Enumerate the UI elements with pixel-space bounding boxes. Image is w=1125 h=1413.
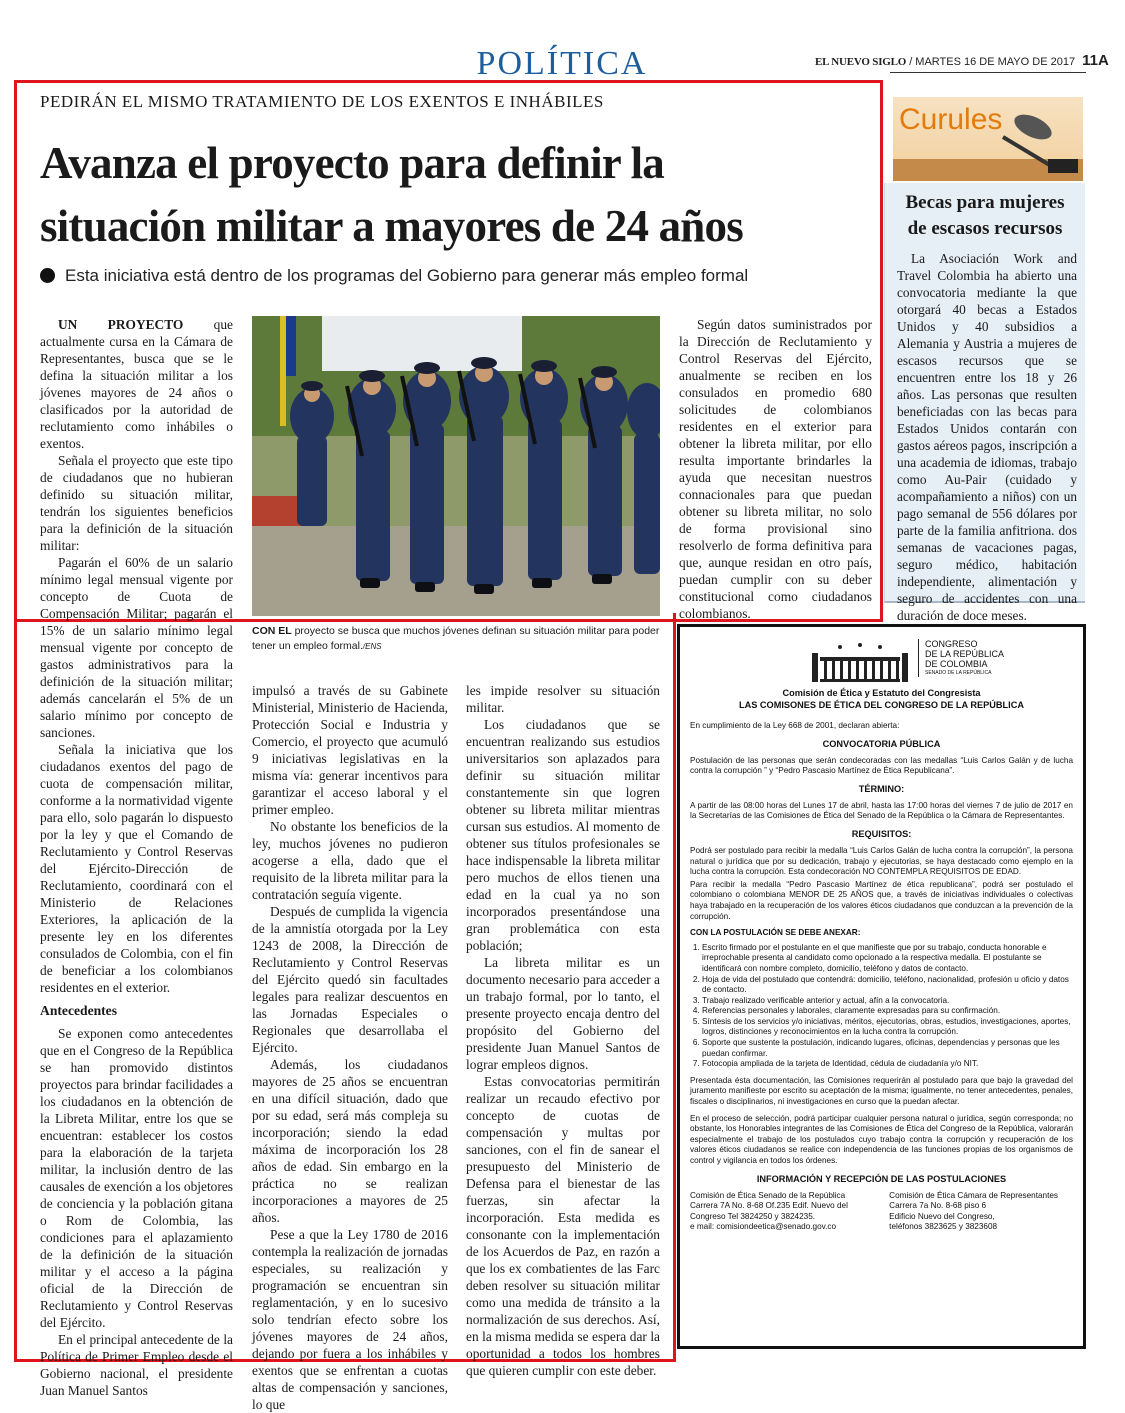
col4-p1: Según datos suministrados por la Dirección de Reclutamiento y Control Reservas del Ejército, anualmente se reciben en los consulados en promedio 680 solicitudes de colombianos residentes en el exterior para obtener la libreta militar, por ello resulta importante brindarles la ayuda que necesitan nuestros connacionales para que puedan obtener su libreta militar, no solo de forma provisional sino resolverlo de forma definitiva para que, aunque residan en otro país, puedan cumplir con su deber constitucional como ciudadanos colombianos. — [679, 317, 872, 621]
col1-p3: Pagarán el 60% de un salario mínimo legal mensual vigente por concepto de Cuota de Compensación Militar; pagarán el 15% de un salario mínimo legal mensual vigente por concepto de gastos administrativos para la definición de la situación militar; además cancelarán el 5% de un salario mínimo por concepto de sanciones. — [40, 555, 233, 740]
col3-p4: Estas convocatorias permitirán realizar un recaudo efectivo por concepto de cuotas de compensación y multas por sanciones, con el fin de sanear el presupuesto del Ministerio de Defensa para el bienestar de las fuerzas, sin afectar la incorporación. Esta medida es consonante con la implementación de los Acuerdos de Paz, en razón a que los ex combatientes de las Farc deben resolver su situación militar como una medida de tránsito a la normalización de sus derechos. Así, en la misma medida se espera dar la oportunidad a todos los hombres que quieren cumplir con este deber. — [466, 1074, 660, 1378]
list-item: 6. Soporte que sustente la postulación, indicando lugares, oficinas, dependencias y personas que les puedan confirmar. — [702, 1038, 1073, 1059]
ad-info: INFORMACIÓN Y RECEPCIÓN DE LAS POSTULACIONES — [756, 1173, 1007, 1184]
col1-p6: En el principal antecedente de la Política de Primer Empleo desde el Gobierno nacional, el presidente Juan Manuel Santos — [40, 1332, 233, 1398]
congress-logo — [810, 637, 1050, 687]
congress-wordmark — [918, 639, 1004, 677]
logo-line-1: CONGRESO — [925, 639, 978, 649]
curules-banner — [893, 97, 1083, 181]
list-item: 1. Escrito firmado por el postulante en el que manifieste que por su trabajo, conducta honorable e irreprochable presenta al candidato como opcionado a la respectiva medalla. El postulante se identificará con nombre completo, domicilio, teléfono y datos de contacto. — [702, 943, 1073, 975]
col2-p3: Después de cumplida la vigencia de la amnistía otorgada por la Ley 1243 de 2008, la Dirección de Reclutamiento y Control Reservas del Ejército quedó sin facultades legales para realizar descuentos en las Jornadas Especiales o Regionales que desarrollaba el Ejército. — [252, 904, 448, 1055]
col2-p1: impulsó a través de su Gabinete Ministerial, Ministerio de Hacienda, Protección Social e Industria y Comercio, el proyecto que acumuló 9 iniciativas legislativas en la misma vía: generar incentivos para garantizar el acceso laboral y el primer empleo. — [252, 683, 448, 817]
article-headline — [40, 132, 870, 258]
list-item: 3. Trabajo realizado verificable anterior y actual, afín a la convocatoria. — [702, 996, 1073, 1007]
folio — [815, 52, 1109, 69]
column-2 — [252, 682, 448, 1413]
page-number: 11A — [1082, 52, 1109, 69]
col3-p1: les impide resolver su situación militar. — [466, 683, 660, 715]
ad-title-2: LAS COMISONES DE ÉTICA DEL CONGRESO DE LA REPÚBLICA — [738, 700, 1024, 710]
caption-credit: /ENS — [362, 642, 382, 651]
subhead-antecedentes: Antecedentes — [40, 1003, 118, 1018]
contact-camara: Comisión de Ética Cámara de Representantes Carrera 7a No. 8-68 piso 6 Edificio Nuevo del Congreso, teléfonos 3823625 y 3823608 — [889, 1190, 1059, 1232]
ad-req-1: Podrá ser postulado para recibir la medalla “Luis Carlos Galán de lucha contra la corrupción”, la persona natural o jurídica que por su dedicación, trabajo y ejecutorias, se haya destacado como ejemplo en la lucha contra la corrupción. Esta condecoración NO CONTEMPLA REQUISITOS DE EDAD. — [690, 845, 1073, 877]
curules-label: Curules — [899, 103, 1003, 136]
photo-caption — [252, 624, 660, 654]
microphone-icon — [893, 97, 1083, 181]
col3-p3: La libreta militar es un documento necesario para acceder a un trabajo formal, por lo tanto, el presente proyecto encaja dentro del propósito del Gobierno del presidente Juan Manuel Santos de lograr empleos dignos. — [466, 955, 660, 1072]
headline-line-2: situación militar a mayores de 24 años — [40, 201, 743, 251]
list-item: 4. Referencias personales y laborales, claramente expresadas para su confirmación. — [702, 1006, 1073, 1017]
deck-text: Esta iniciativa está dentro de los programas del Gobierno para generar más empleo formal — [65, 266, 749, 285]
newspaper-name: EL NUEVO SIGLO — [815, 56, 907, 68]
bullet-icon — [40, 268, 55, 283]
col1-p5: Se exponen como antecedentes que en el Congreso de la República se han promovido distintos proyectos para brindar facilidades a los ciudadanos en la obtención de la Libreta Militar, entre los que se encuentran: establecer los costos para la elaboración de la tarjeta militar, la inclusión dentro de las causales de exención a los objetores de conciencia y la población gitana o Rom de Colombia, las condiciones para el aplazamiento de la definición de la situación militar y el acceso a la página oficial de la Dirección de Reclutamiento y Control Reservas del Ejército. — [40, 1026, 233, 1330]
section-title: POLÍTICA — [476, 45, 648, 80]
column-4 — [679, 316, 872, 622]
col2-p4: Además, los ciudadanos mayores de 25 años se encuentran en una difícil situación, dado que por su edad, será más compleja su incorporación; siendo la edad máxima de incorporación los 28 años de edad. Sin embargo en la práctica no se realizan incorporaciones a mayores de 25 años. — [252, 1057, 448, 1225]
ad-convocatoria: CONVOCATORIA PÚBLICA — [822, 738, 941, 749]
ad-proceso: En el proceso de selección, podrá participar cualquier persona natural o jurídica, según corresponda; no obstante, los Honorables integrantes de las Comisiones de Ética del Congreso de la República, valorarán especialmente el trabajo de los postulados cuyo trabajo contra la corrupción y recuperación de los valores éticos ciudadanos se realice con independencia de las funciones propias de los organismos de control y vigilancia en todos los órdenes. — [690, 1113, 1073, 1165]
ad-requirements-list — [690, 943, 1073, 1070]
col1-p4: Señala la iniciativa que los ciudadanos exentos del pago de cuota de compensación militar, conforme a la normatividad vigente para ello, solo pagarán lo dispuesto por la ley y que el Comando de Reclutamiento y Control Reservas del Ejército-Dirección de Reclutamiento, coordinará con el Ministerio de Relaciones Exteriores, la aplicación de la presente ley en los diferentes consulados de Colombia, con el fin de beneficiar a los colombianos residentes en el exterior. — [40, 742, 233, 995]
contact-senado: Comisión de Ética Senado de la República Carrera 7A No. 8-68 Of.235 Edif. Nuevo del Congreso Tel 3824250 y 3824235. e mail: comisiondeetica@senado.gov.co — [690, 1190, 848, 1232]
ad-content — [690, 687, 1073, 1233]
list-item: 2. Hoja de vida del postulado que contendrá: domicilio, teléfono, nacionalidad, profesión u oficio y datos de contacto. — [702, 975, 1073, 996]
ad-intro: En cumplimiento de la Ley 668 de 2001, declaran abierta: — [690, 721, 900, 730]
ad-termino-text: A partir de las 08:00 horas del Lunes 17 de abril, hasta las 17:00 horas del viernes 7 de julio de 2017 en la Secretarías de las Comisiones de Ética del Senado de la República o la Cámara de Representantes. — [690, 800, 1073, 821]
col1-p1: que actualmente cursa en la Cámara de Representantes, busca que se le defina la situación militar a los jóvenes mayores de 24 años o clasificados por la autoridad de reclutamiento como inhábiles o exentos. — [40, 317, 233, 451]
list-item: 5. Síntesis de los servicios y/o iniciativas, méritos, ejecutorias, obras, estudios, investigaciones, aportes, logros, distinciones y reconocimientos en la lucha contra la corrupción. — [702, 1017, 1073, 1038]
ad-contacts — [690, 1191, 1073, 1233]
logo-line-3: DE COLOMBIA — [925, 659, 988, 669]
article-deck — [40, 266, 870, 286]
issue-date: / MARTES 16 DE MAYO DE 2017 — [909, 56, 1076, 68]
col2-p2: No obstante los beneficios de la ley, muchos jóvenes no pudieron acogerse a ella, dado que el requisito de la libreta militar para la contratación seguía vigente. — [252, 819, 448, 902]
article-kicker: PEDIRÁN EL MISMO TRATAMIENTO DE LOS EXENTOS E INHÁBILES — [40, 92, 604, 111]
ad-requisitos: REQUISITOS: — [851, 828, 912, 839]
logo-line-4: SENADO DE LA REPÚBLICA — [925, 670, 992, 676]
col1-p2: Señala el proyecto que este tipo de ciudadanos que no hubieran definido su situación militar, tendrán los siguientes beneficios para la definición de la situación militar: — [40, 453, 233, 553]
ad-anexar: CON LA POSTULACIÓN SE DEBE ANEXAR: — [690, 928, 861, 938]
caption-text: proyecto se busca que muchos jóvenes definan su situación militar para poder tener un empleo formal. — [252, 625, 660, 652]
capitol-icon — [810, 639, 910, 684]
headline-line-1: Avanza el proyecto para definir la — [40, 138, 664, 188]
column-1 — [40, 316, 233, 1399]
ad-title-1: Comisión de Ética y Estatuto del Congresista — [782, 688, 981, 698]
caption-lead: CON EL — [252, 625, 292, 637]
parade-photo — [252, 316, 660, 616]
column-3 — [466, 682, 660, 1379]
list-item: 7. Fotocopia ampliada de la tarjeta de Identidad, cédula de ciudadanía y/o NIT. — [702, 1059, 1073, 1070]
soldiers-photo-illustration — [252, 316, 660, 616]
col3-p2: Los ciudadanos que se encuentran realizando sus estudios universitarios son aplazados para definir su situación militar constantemente sin que logren obtener su libreta militar mientras cursan sus estudios. Al momento de obtener sus títulos profesionales se hace indispensable la libreta militar pero muchos de ellos tienen una edad en la cual ya no son incorporados presentándose una gran problemática con esta población; — [466, 717, 660, 953]
header-rule — [890, 72, 1086, 73]
sidebar-title: Becas para mujeres de escasos recursos — [905, 192, 1065, 239]
sidebar-body — [897, 250, 1077, 624]
ad-termino: TÉRMINO: — [858, 783, 905, 794]
ad-req-2: Para recibir la medalla “Pedro Pascasio Martínez de ética republicana”, podrá ser postulado el colombiano o colombiana MENOR DE 25 AÑOS que, a través de iniciativas individuales o colectivas haya trabajado en la recuperación de los valores éticos ciudadanos que conduzcan a la prevención de la corrupción. — [690, 879, 1073, 921]
logo-line-2: DE LA REPÚBLICA — [925, 649, 1005, 659]
sidebar-text: La Asociación Work and Travel Colombia ha abierto una convocatoria mediante la que otorgará 40 becas a Estados Unidos y 40 subsidios a Alemania y Austria a mujeres de escasos recursos que se encuentren entre los 18 y 26 años. Las personas que resulten beneficiadas con las becas para Estados Unidos contarán con gastos aéreos pagos, inscripción a una academia de idiomas, trabajo como Au-Pair (cuidado y acompañamiento a niños) con un pago semanal de 556 dólares por parte de la familia anfitriona. dos semanas de vacaciones pagas, seguro médico, habitación independiente, alimentación y seguro de accidentes con una duración de doce meses. — [897, 251, 1077, 623]
col2-p5: Pese a que la Ley 1780 de 2016 contempla la realización de jornadas especiales, su realización y programación se encuentran sin reglamentación, y en lo sucesivo solo tendrían efecto sobre los jóvenes mayores de 24 años, dejando por fuera a los inhábiles y exentos que se enfrentan a cuotas altas de compensación y sanciones, lo que — [252, 1227, 448, 1412]
ad-presentada: Presentada ésta documentación, las Comisiones requerirán al postulado para que bajo la gravedad del juramento manifieste por escrito su aceptación de la misma; igualmente, no tener antecedentes, penales, fiscales o disciplinarios, ni investigaciones en curso que la puedan afectar. — [690, 1075, 1073, 1107]
lead-words: UN PROYECTO — [58, 317, 184, 332]
ad-convocatoria-text: Postulación de las personas que serán condecoradas con las medallas “Luis Carlos Galán y de lucha contra la corrupción ” y “Pedro Pascasio Martínez de Ética Republicana”. — [690, 755, 1073, 776]
congress-ad — [677, 624, 1086, 1349]
